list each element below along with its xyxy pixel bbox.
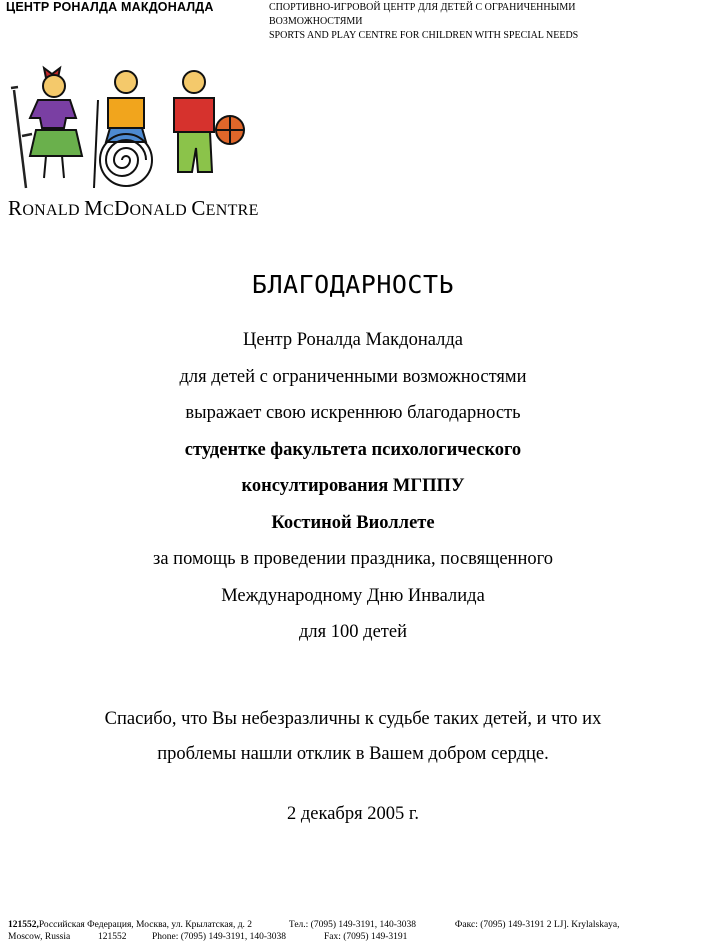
org-description (269, 1, 699, 43)
crutch-icon (11, 87, 32, 188)
footer-phone-en: Phone: (7095) 149-3191, 140-3038 (152, 932, 287, 942)
brand-letter: ONALD (129, 202, 192, 219)
footer-city-en: Moscow, Russia (8, 932, 71, 942)
boy-wheelchair-figure-icon (94, 71, 152, 188)
brand-letter: ONALD (22, 202, 85, 219)
thanks-paragraph (0, 706, 706, 776)
brand-letter: C (103, 202, 115, 219)
thanks-line: проблемы нашли отклик в Вашем добром сердце. (157, 744, 549, 764)
letter-line-recipient-role: студентке факультета психологического (184, 439, 522, 460)
letter-line: для 100 детей (299, 622, 407, 642)
footer-line-1 (8, 919, 703, 931)
letter-line-recipient-name: Костиной Виоллете (271, 512, 435, 533)
org-description-ru-line1: СПОРТИВНО-ИГРОВОЙ ЦЕНТР ДЛЯ ДЕТЕЙ С ОГРАНИЧЕННЫМИ (269, 2, 576, 13)
brand-wordmark (8, 196, 259, 221)
letter-date: 2 декабря 2005 г. (287, 804, 419, 824)
footer-tel: Тел.: (7095) 149-3191, 140-3038 (288, 920, 416, 930)
letter-line: Центр Роналда Макдоналда (243, 330, 463, 350)
thanks-line: Спасибо, что Вы небезразличны к судьбе таких детей, и что их (104, 709, 602, 729)
brand-letter: C (191, 196, 206, 220)
brand-letter: D (114, 196, 130, 220)
org-name-ru: ЦЕНТР РОНАЛДА МАКДОНАЛДА (6, 0, 214, 14)
boy-ball-figure-icon (174, 71, 244, 172)
footer-zip-en: 121552 (98, 932, 127, 942)
footer-line-2 (8, 931, 703, 943)
girl-figure-icon (30, 68, 82, 178)
footer-contacts (8, 919, 703, 943)
footer-address: Российская Федерация, Москва, ул. Крылатская, д. 2 (38, 920, 253, 930)
letter-line: Международному Дню Инвалида (221, 585, 485, 606)
letter-line: за помощь в проведении праздника, посвященного (153, 549, 553, 569)
brand-letter: M (84, 196, 104, 220)
letter-line-recipient-org: консултирования МГППУ (241, 476, 465, 496)
letter-line: для детей с ограниченными возможностями (179, 366, 527, 387)
letter-body (0, 326, 706, 655)
org-description-ru-line2: ВОЗМОЖНОСТЯМИ (269, 16, 363, 27)
footer-fax-en: Fax: (7095) 149-3191 (324, 932, 408, 942)
footer-zip: 121552, (8, 920, 39, 930)
children-logo-illustration (8, 60, 258, 195)
brand-letter: R (8, 196, 23, 220)
brand-letter: ENTRE (205, 202, 259, 219)
org-description-en: SPORTS AND PLAY CENTRE FOR CHILDREN WITH SPECIAL NEEDS (269, 30, 579, 41)
footer-fax: Факс: (7095) 149-3191 2 LJ]. Krylalskaya, (454, 920, 620, 930)
letter-line: выражает свою искреннюю благодарность (185, 403, 521, 423)
document-title: БЛАГОДАРНОСТЬ (251, 270, 455, 299)
